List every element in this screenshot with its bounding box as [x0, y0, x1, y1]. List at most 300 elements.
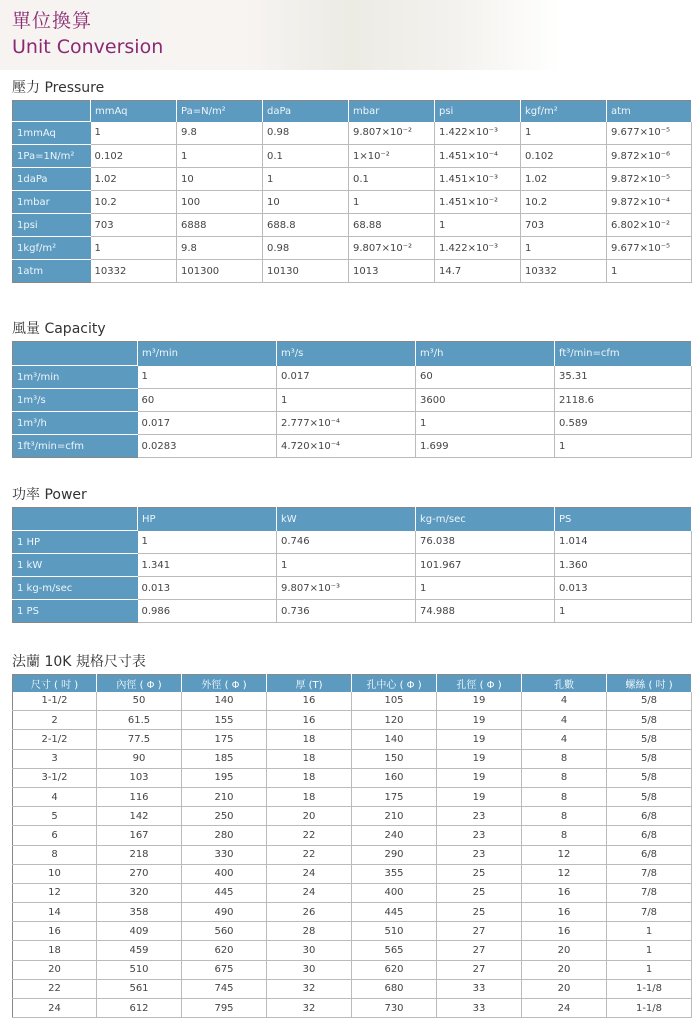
row-header: 1 kg-m/sec	[13, 577, 138, 600]
table-cell: 9.8	[177, 237, 263, 260]
table-cell: 155	[182, 711, 267, 730]
table-cell: 510	[97, 960, 182, 979]
table-cell: 18	[267, 768, 352, 787]
column-header: m³/s	[277, 342, 416, 366]
column-header: ft³/min=cfm	[555, 342, 692, 366]
header-corner	[13, 342, 138, 366]
table-cell: 20	[522, 941, 607, 960]
table-cell: 175	[182, 730, 267, 749]
table-cell: 2-1/2	[13, 730, 97, 749]
table-cell: 1	[607, 960, 692, 979]
header-banner	[0, 0, 700, 70]
table-cell: 9.807×10⁻³	[277, 577, 416, 600]
table-row	[13, 214, 692, 237]
table-row	[13, 864, 692, 883]
column-header: PS	[555, 508, 692, 531]
table-cell: 1-1/8	[607, 979, 692, 998]
table-cell: 68.88	[349, 214, 435, 237]
table-row	[13, 554, 692, 577]
table-cell: 25	[437, 903, 522, 922]
table-cell: 445	[352, 903, 437, 922]
table-cell: 24	[522, 999, 607, 1018]
table-cell: 1.451×10⁻³	[435, 168, 521, 191]
table-cell: 358	[97, 903, 182, 922]
table-row	[13, 807, 692, 826]
table-cell: 620	[352, 960, 437, 979]
table-cell: 24	[13, 999, 97, 1018]
table-row	[13, 435, 692, 458]
table-cell: 16	[267, 711, 352, 730]
table-cell: 9.807×10⁻²	[349, 237, 435, 260]
table-cell: 1.341	[138, 554, 277, 577]
table-cell: 1	[177, 145, 263, 168]
table-row	[13, 768, 692, 787]
table-cell: 12	[13, 883, 97, 902]
table-cell: 35.31	[555, 366, 692, 389]
table-cell: 0.0283	[138, 435, 277, 458]
table-cell: 4	[13, 787, 97, 806]
table-cell: 1	[349, 191, 435, 214]
table-cell: 0.589	[555, 412, 692, 435]
table-cell: 703	[521, 214, 607, 237]
table-cell: 409	[97, 922, 182, 941]
table-cell: 250	[182, 807, 267, 826]
table-cell: 167	[97, 826, 182, 845]
table-cell: 1013	[349, 260, 435, 283]
column-header: 螺絲 ( 吋 )	[607, 675, 692, 692]
table-cell: 101300	[177, 260, 263, 283]
table-cell: 680	[352, 979, 437, 998]
table-cell: 19	[437, 749, 522, 768]
flange-table	[12, 674, 692, 1018]
table-cell: 0.013	[555, 577, 692, 600]
row-header: 1psi	[13, 214, 91, 237]
table-cell: 1	[138, 531, 277, 554]
table-row	[13, 168, 692, 191]
table-cell: 76.038	[416, 531, 555, 554]
table-cell: 32	[267, 979, 352, 998]
table-cell: 19	[437, 768, 522, 787]
table-cell: 19	[437, 692, 522, 711]
table-cell: 3600	[416, 389, 555, 412]
table-cell: 20	[522, 979, 607, 998]
column-header: 孔數	[522, 675, 607, 692]
table-row	[13, 237, 692, 260]
table-cell: 0.746	[277, 531, 416, 554]
table-row	[13, 692, 692, 711]
table-cell: 142	[97, 807, 182, 826]
table-cell: 561	[97, 979, 182, 998]
table-cell: 9.8	[177, 122, 263, 145]
table-cell: 150	[352, 749, 437, 768]
table-cell: 30	[267, 941, 352, 960]
table-cell: 688.8	[263, 214, 349, 237]
table-cell: 1	[607, 260, 692, 283]
table-cell: 4.720×10⁻⁴	[277, 435, 416, 458]
table-cell: 23	[437, 845, 522, 864]
table-cell: 1	[555, 435, 692, 458]
table-cell: 6888	[177, 214, 263, 237]
table-row	[13, 191, 692, 214]
table-cell: 400	[352, 883, 437, 902]
column-header: kg-m/sec	[416, 508, 555, 531]
table-cell: 1.02	[521, 168, 607, 191]
row-header: 1 HP	[13, 531, 138, 554]
table-cell: 24	[267, 883, 352, 902]
row-header: 1atm	[13, 260, 91, 283]
table-cell: 9.872×10⁻⁴	[607, 191, 692, 214]
table-cell: 400	[182, 864, 267, 883]
table-cell: 1	[416, 412, 555, 435]
table-cell: 8	[522, 768, 607, 787]
pressure-title: 壓力 Pressure	[12, 80, 105, 96]
table-cell: 10.2	[91, 191, 177, 214]
table-cell: 4	[522, 730, 607, 749]
table-cell: 1.451×10⁻⁴	[435, 145, 521, 168]
column-header: daPa	[263, 101, 349, 122]
table-cell: 18	[13, 941, 97, 960]
table-row	[13, 366, 692, 389]
column-header: mbar	[349, 101, 435, 122]
table-cell: 100	[177, 191, 263, 214]
table-row	[13, 389, 692, 412]
table-cell: 1	[91, 237, 177, 260]
column-header: 孔徑 ( Φ )	[437, 675, 522, 692]
column-header: 厚 (T)	[267, 675, 352, 692]
column-header: Pa=N/m²	[177, 101, 263, 122]
table-cell: 1.451×10⁻²	[435, 191, 521, 214]
table-cell: 9.677×10⁻⁵	[607, 122, 692, 145]
row-header: 1kgf/m²	[13, 237, 91, 260]
table-cell: 9.872×10⁻⁶	[607, 145, 692, 168]
table-cell: 3	[13, 749, 97, 768]
table-cell: 32	[267, 999, 352, 1018]
table-row	[13, 960, 692, 979]
table-cell: 90	[97, 749, 182, 768]
table-cell: 33	[437, 979, 522, 998]
row-header: 1m³/h	[13, 412, 138, 435]
table-cell: 1.02	[91, 168, 177, 191]
table-cell: 320	[97, 883, 182, 902]
table-cell: 1	[263, 168, 349, 191]
column-header: 尺寸 ( 吋 )	[13, 675, 97, 692]
column-header: 外徑 ( Φ )	[182, 675, 267, 692]
table-cell: 1	[277, 554, 416, 577]
table-cell: 1.422×10⁻³	[435, 237, 521, 260]
table-cell: 30	[267, 960, 352, 979]
table-cell: 116	[97, 787, 182, 806]
table-row	[13, 922, 692, 941]
table-cell: 1	[607, 941, 692, 960]
table-cell: 10	[177, 168, 263, 191]
table-cell: 9.677×10⁻⁵	[607, 237, 692, 260]
column-header: mmAq	[91, 101, 177, 122]
table-cell: 1	[521, 237, 607, 260]
table-cell: 8	[522, 826, 607, 845]
column-header: 內徑 ( Φ )	[97, 675, 182, 692]
flange-title: 法蘭 10K 規格尺寸表	[12, 654, 146, 670]
table-cell: 27	[437, 941, 522, 960]
capacity-table	[12, 341, 692, 458]
capacity-title: 風量 Capacity	[12, 321, 106, 337]
table-cell: 0.017	[138, 412, 277, 435]
table-row	[13, 845, 692, 864]
table-cell: 1.360	[555, 554, 692, 577]
table-cell: 0.102	[91, 145, 177, 168]
table-cell: 28	[267, 922, 352, 941]
table-cell: 1-1/8	[607, 999, 692, 1018]
table-cell: 703	[91, 214, 177, 237]
table-cell: 675	[182, 960, 267, 979]
table-cell: 1	[138, 366, 277, 389]
table-cell: 0.1	[263, 145, 349, 168]
table-cell: 10.2	[521, 191, 607, 214]
column-header: m³/min	[138, 342, 277, 366]
table-cell: 77.5	[97, 730, 182, 749]
table-cell: 6/8	[607, 845, 692, 864]
table-cell: 16	[522, 922, 607, 941]
table-cell: 795	[182, 999, 267, 1018]
table-cell: 10130	[263, 260, 349, 283]
table-cell: 16	[522, 883, 607, 902]
table-cell: 355	[352, 864, 437, 883]
table-cell: 105	[352, 692, 437, 711]
table-cell: 459	[97, 941, 182, 960]
page-title-zh: 單位換算	[12, 10, 93, 32]
table-cell: 19	[437, 711, 522, 730]
column-header: kgf/m²	[521, 101, 607, 122]
table-cell: 6/8	[607, 826, 692, 845]
table-row	[13, 999, 692, 1018]
table-cell: 20	[13, 960, 97, 979]
table-cell: 6.802×10⁻²	[607, 214, 692, 237]
table-cell: 195	[182, 768, 267, 787]
table-cell: 290	[352, 845, 437, 864]
table-cell: 330	[182, 845, 267, 864]
table-cell: 1×10⁻²	[349, 145, 435, 168]
table-cell: 19	[437, 730, 522, 749]
table-cell: 270	[97, 864, 182, 883]
table-cell: 26	[267, 903, 352, 922]
row-header: 1ft³/min=cfm	[13, 435, 138, 458]
table-row	[13, 412, 692, 435]
row-header: 1Pa=1N/m²	[13, 145, 91, 168]
table-cell: 6/8	[607, 807, 692, 826]
table-cell: 9.872×10⁻⁵	[607, 168, 692, 191]
row-header: 1mmAq	[13, 122, 91, 145]
table-cell: 8	[522, 749, 607, 768]
row-header: 1mbar	[13, 191, 91, 214]
table-cell: 25	[437, 864, 522, 883]
table-cell: 140	[182, 692, 267, 711]
table-cell: 0.98	[263, 122, 349, 145]
table-row	[13, 711, 692, 730]
table-cell: 14	[13, 903, 97, 922]
row-header: 1m³/min	[13, 366, 138, 389]
table-cell: 210	[182, 787, 267, 806]
table-cell: 1.014	[555, 531, 692, 554]
table-cell: 1	[91, 122, 177, 145]
table-cell: 6	[13, 826, 97, 845]
table-cell: 185	[182, 749, 267, 768]
table-cell: 0.98	[263, 237, 349, 260]
column-header: psi	[435, 101, 521, 122]
table-row	[13, 787, 692, 806]
table-cell: 490	[182, 903, 267, 922]
header-corner	[13, 101, 91, 122]
table-cell: 5/8	[607, 692, 692, 711]
row-header: 1 PS	[13, 600, 138, 623]
table-cell: 4	[522, 692, 607, 711]
table-row	[13, 577, 692, 600]
table-cell: 0.102	[521, 145, 607, 168]
table-row	[13, 979, 692, 998]
table-cell: 8	[13, 845, 97, 864]
table-cell: 5/8	[607, 711, 692, 730]
table-cell: 60	[138, 389, 277, 412]
table-cell: 1.699	[416, 435, 555, 458]
table-cell: 612	[97, 999, 182, 1018]
table-cell: 23	[437, 826, 522, 845]
table-cell: 0.736	[277, 600, 416, 623]
table-cell: 50	[97, 692, 182, 711]
table-cell: 3-1/2	[13, 768, 97, 787]
table-cell: 14.7	[435, 260, 521, 283]
table-cell: 7/8	[607, 864, 692, 883]
table-cell: 18	[267, 787, 352, 806]
table-cell: 1	[435, 214, 521, 237]
table-cell: 5	[13, 807, 97, 826]
table-cell: 5/8	[607, 749, 692, 768]
table-cell: 2118.6	[555, 389, 692, 412]
table-row	[13, 941, 692, 960]
table-cell: 4	[522, 711, 607, 730]
column-header: HP	[138, 508, 277, 531]
table-cell: 730	[352, 999, 437, 1018]
table-row	[13, 826, 692, 845]
table-cell: 23	[437, 807, 522, 826]
table-cell: 0.017	[277, 366, 416, 389]
pressure-table	[12, 100, 692, 283]
table-cell: 25	[437, 883, 522, 902]
row-header: 1 kW	[13, 554, 138, 577]
table-cell: 10	[263, 191, 349, 214]
table-cell: 140	[352, 730, 437, 749]
table-cell: 175	[352, 787, 437, 806]
table-cell: 74.988	[416, 600, 555, 623]
table-cell: 8	[522, 807, 607, 826]
table-cell: 5/8	[607, 787, 692, 806]
table-cell: 7/8	[607, 883, 692, 902]
table-cell: 20	[267, 807, 352, 826]
table-cell: 5/8	[607, 730, 692, 749]
table-row	[13, 600, 692, 623]
table-cell: 16	[522, 903, 607, 922]
table-cell: 620	[182, 941, 267, 960]
table-row	[13, 883, 692, 902]
table-cell: 24	[267, 864, 352, 883]
table-cell: 1.422×10⁻³	[435, 122, 521, 145]
table-cell: 60	[416, 366, 555, 389]
table-cell: 1	[416, 577, 555, 600]
table-cell: 10332	[521, 260, 607, 283]
column-header: m³/h	[416, 342, 555, 366]
table-cell: 10332	[91, 260, 177, 283]
table-cell: 61.5	[97, 711, 182, 730]
column-header: 孔中心 ( Φ )	[352, 675, 437, 692]
table-row	[13, 730, 692, 749]
table-cell: 27	[437, 960, 522, 979]
column-header: atm	[607, 101, 692, 122]
table-cell: 240	[352, 826, 437, 845]
header-corner	[13, 508, 138, 531]
table-cell: 0.013	[138, 577, 277, 600]
table-cell: 12	[522, 845, 607, 864]
table-row	[13, 145, 692, 168]
table-cell: 560	[182, 922, 267, 941]
table-cell: 510	[352, 922, 437, 941]
power-table	[12, 507, 692, 623]
table-cell: 19	[437, 787, 522, 806]
table-cell: 18	[267, 749, 352, 768]
table-cell: 18	[267, 730, 352, 749]
table-cell: 22	[13, 979, 97, 998]
table-cell: 160	[352, 768, 437, 787]
table-cell: 210	[352, 807, 437, 826]
table-cell: 1	[521, 122, 607, 145]
table-cell: 22	[267, 826, 352, 845]
table-cell: 16	[13, 922, 97, 941]
table-cell: 1	[607, 922, 692, 941]
table-cell: 565	[352, 941, 437, 960]
table-cell: 1-1/2	[13, 692, 97, 711]
table-row	[13, 903, 692, 922]
table-cell: 7/8	[607, 903, 692, 922]
table-cell: 5/8	[607, 768, 692, 787]
table-cell: 218	[97, 845, 182, 864]
table-row	[13, 260, 692, 283]
table-row	[13, 122, 692, 145]
table-cell: 745	[182, 979, 267, 998]
table-cell: 20	[522, 960, 607, 979]
table-cell: 27	[437, 922, 522, 941]
table-cell: 10	[13, 864, 97, 883]
table-row	[13, 749, 692, 768]
table-cell: 8	[522, 787, 607, 806]
table-cell: 12	[522, 864, 607, 883]
table-cell: 101.967	[416, 554, 555, 577]
table-cell: 1	[277, 389, 416, 412]
table-cell: 16	[267, 692, 352, 711]
table-cell: 9.807×10⁻²	[349, 122, 435, 145]
table-cell: 280	[182, 826, 267, 845]
power-title: 功率 Power	[12, 487, 87, 503]
column-header: kW	[277, 508, 416, 531]
table-cell: 2	[13, 711, 97, 730]
table-cell: 22	[267, 845, 352, 864]
table-cell: 0.986	[138, 600, 277, 623]
page-title-en: Unit Conversion	[12, 36, 164, 58]
table-cell: 120	[352, 711, 437, 730]
table-row	[13, 531, 692, 554]
table-cell: 33	[437, 999, 522, 1018]
table-cell: 1	[555, 600, 692, 623]
row-header: 1m³/s	[13, 389, 138, 412]
row-header: 1daPa	[13, 168, 91, 191]
table-cell: 2.777×10⁻⁴	[277, 412, 416, 435]
table-cell: 0.1	[349, 168, 435, 191]
table-cell: 103	[97, 768, 182, 787]
